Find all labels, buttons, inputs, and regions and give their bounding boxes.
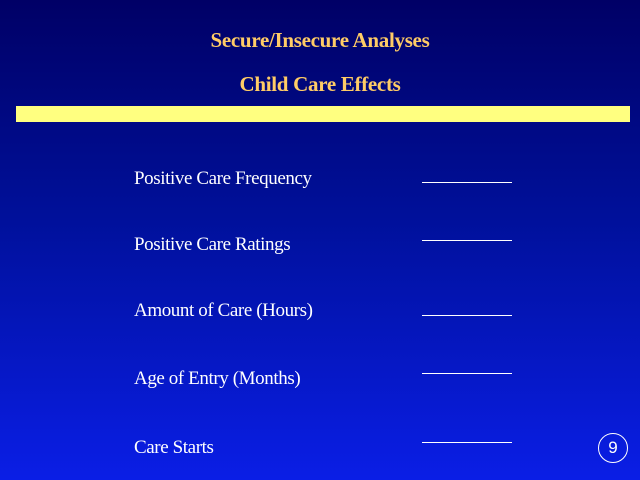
row-label-positive-care-frequency: Positive Care Frequency bbox=[134, 168, 312, 189]
row-blank-line bbox=[422, 182, 512, 183]
row-label-positive-care-ratings: Positive Care Ratings bbox=[134, 234, 291, 255]
row-label-age-of-entry: Age of Entry (Months) bbox=[134, 368, 301, 389]
row-blank-line bbox=[422, 315, 512, 316]
slide-subtitle: Child Care Effects bbox=[239, 72, 401, 96]
row-label-care-starts: Care Starts bbox=[134, 437, 214, 458]
slide-title: Secure/Insecure Analyses bbox=[210, 28, 430, 52]
row-blank-line bbox=[422, 373, 512, 374]
row-blank-line bbox=[422, 442, 512, 443]
row-label-amount-of-care: Amount of Care (Hours) bbox=[134, 300, 313, 321]
title-divider-bar bbox=[16, 106, 630, 122]
page-number-badge: 9 bbox=[598, 433, 628, 463]
row-blank-line bbox=[422, 240, 512, 241]
